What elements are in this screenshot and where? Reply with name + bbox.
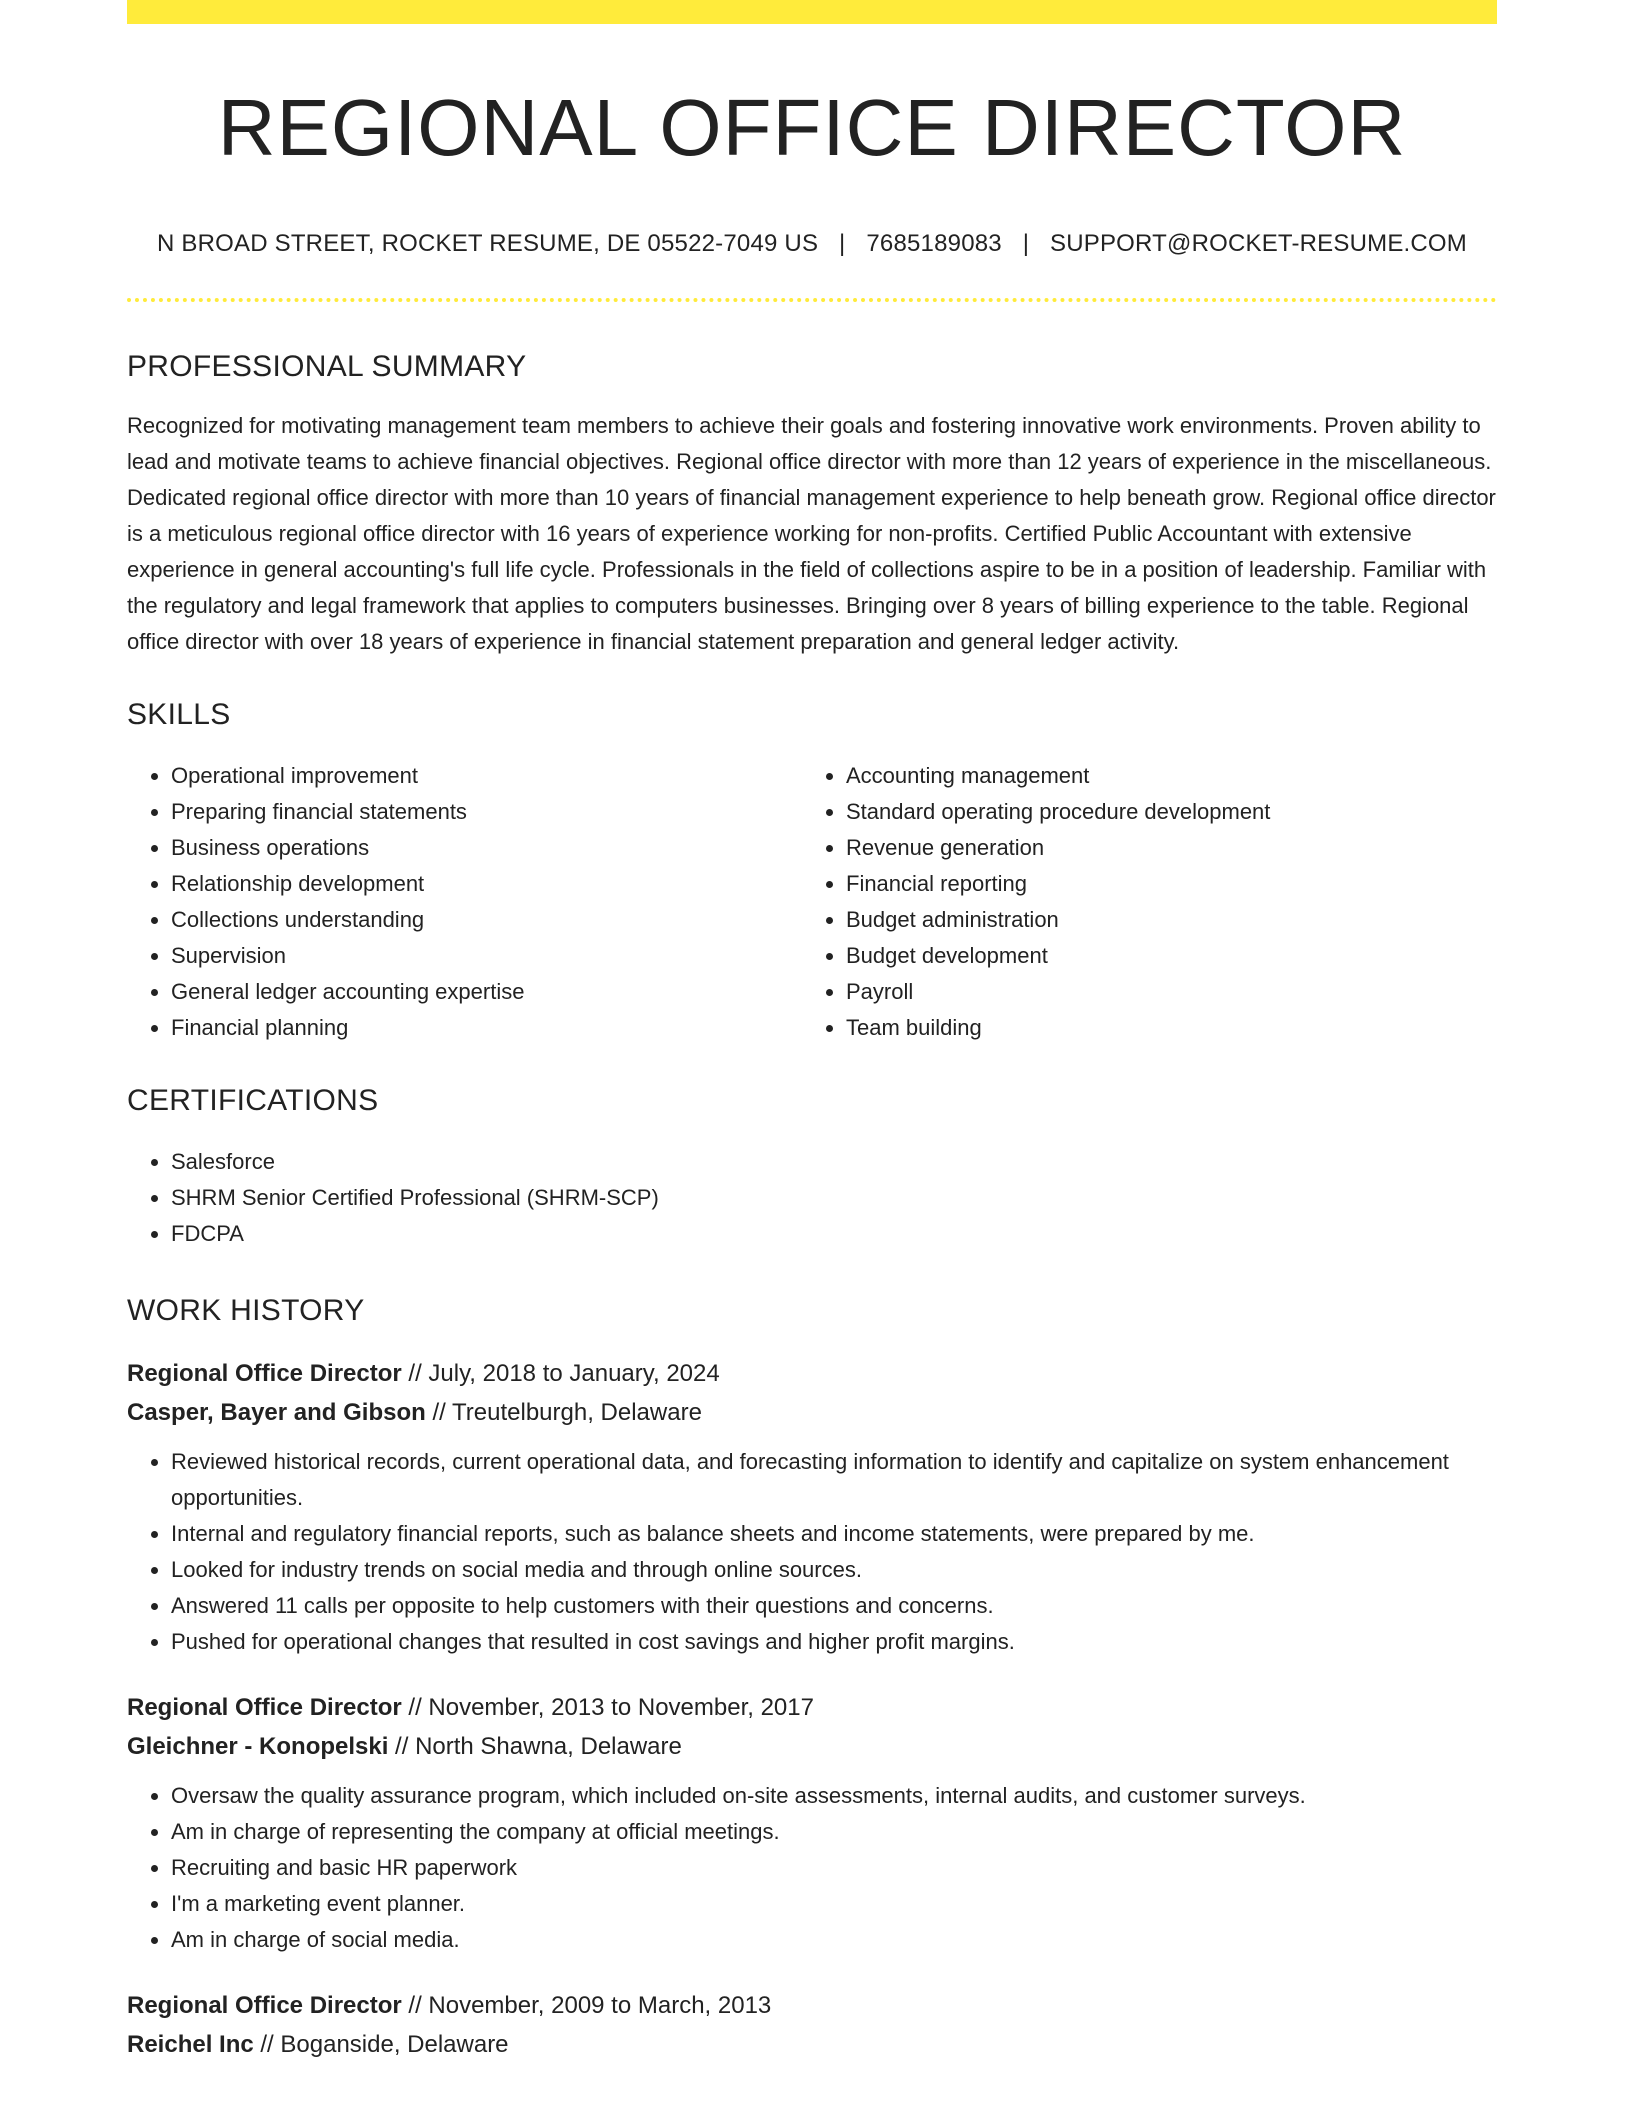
contact-line [127, 230, 1497, 258]
skill-item: • Financial reporting [846, 866, 1477, 902]
skill-item: • Operational improvement [171, 758, 802, 794]
job-bullet: • Looked for industry trends on social media and through online sources. [171, 1552, 1497, 1588]
job-title-line [127, 1688, 1497, 1727]
job-title-line [127, 1986, 1497, 2025]
job-role: Regional Office Director [127, 1360, 402, 1387]
job-bullet: • Oversaw the quality assurance program, which included on-site assessments, internal audits, and customer surveys. [171, 1778, 1497, 1814]
contact-address: N BROAD STREET, ROCKET RESUME, DE 05522-7049 US [157, 230, 819, 257]
contact-separator: | [1022, 230, 1030, 257]
skill-item: • Team building [846, 1010, 1477, 1046]
skills-heading: SKILLS [127, 698, 231, 731]
job-dates: // November, 2009 to March, 2013 [401, 1992, 772, 2019]
certification-item: • SHRM Senior Certified Professional (SHRM-SCP) [171, 1180, 1497, 1216]
skill-item: • Budget administration [846, 902, 1477, 938]
skill-item: • Preparing financial statements [171, 794, 802, 830]
skills-list-right [802, 758, 1477, 1046]
job-bullet: • Answered 11 calls per opposite to help customers with their questions and concerns. [171, 1588, 1497, 1624]
resume-page [127, 0, 1497, 2064]
job-company-line [127, 1393, 1497, 1432]
job-bullets [127, 1778, 1497, 1958]
contact-phone: 7685189083 [866, 230, 1002, 257]
accent-top-bar [127, 0, 1497, 24]
skill-item: • Payroll [846, 974, 1477, 1010]
skill-item: • Budget development [846, 938, 1477, 974]
summary-heading: PROFESSIONAL SUMMARY [127, 350, 527, 383]
certifications-list [127, 1144, 1497, 1252]
job-role: Regional Office Director [127, 1992, 402, 2019]
job-bullet: • I'm a marketing event planner. [171, 1886, 1497, 1922]
certifications-heading: CERTIFICATIONS [127, 1084, 379, 1117]
job-company: Gleichner - Konopelski [127, 1733, 389, 1760]
skill-item: • Revenue generation [846, 830, 1477, 866]
job-entry [127, 1354, 1497, 1660]
resume-title: REGIONAL OFFICE DIRECTOR [217, 83, 1407, 172]
job-bullet: • Am in charge of representing the company at official meetings. [171, 1814, 1497, 1850]
skill-item: • Standard operating procedure development [846, 794, 1477, 830]
job-bullet: • Pushed for operational changes that resulted in cost savings and higher profit margins. [171, 1624, 1497, 1660]
job-company-line [127, 1727, 1497, 1766]
certification-item: • Salesforce [171, 1144, 1497, 1180]
header-divider [127, 298, 1497, 302]
job-entry [127, 1986, 1497, 2064]
job-company-line [127, 2025, 1497, 2064]
job-location: // Treutelburgh, Delaware [425, 1399, 702, 1426]
job-location: // Boganside, Delaware [253, 2031, 509, 2058]
job-entry [127, 1688, 1497, 1958]
certification-item: • FDCPA [171, 1216, 1497, 1252]
job-bullet: • Internal and regulatory financial reports, such as balance sheets and income statements, were prepared by me. [171, 1516, 1497, 1552]
work-history-heading: WORK HISTORY [127, 1294, 365, 1327]
job-bullet: • Recruiting and basic HR paperwork [171, 1850, 1497, 1886]
contact-email: SUPPORT@ROCKET-RESUME.COM [1050, 230, 1467, 257]
skill-item: • Business operations [171, 830, 802, 866]
skill-item: • Financial planning [171, 1010, 802, 1046]
skill-item: • Accounting management [846, 758, 1477, 794]
job-title-line [127, 1354, 1497, 1393]
job-bullet: • Am in charge of social media. [171, 1922, 1497, 1958]
job-dates: // November, 2013 to November, 2017 [401, 1694, 814, 1721]
job-bullet: • Reviewed historical records, current operational data, and forecasting information to identify and capitalize on system enhancement opportunities. [171, 1444, 1497, 1516]
skills-list-left [127, 758, 802, 1046]
skill-item: • Supervision [171, 938, 802, 974]
job-role: Regional Office Director [127, 1694, 402, 1721]
job-company: Casper, Bayer and Gibson [127, 1399, 426, 1426]
job-bullets [127, 1444, 1497, 1660]
job-dates: // July, 2018 to January, 2024 [401, 1360, 720, 1387]
contact-separator: | [839, 230, 846, 257]
job-company: Reichel Inc [127, 2031, 254, 2058]
skill-item: • Collections understanding [171, 902, 802, 938]
summary-text: Recognized for motivating management team members to achieve their goals and fostering innovative work environments. Proven ability to lead and motivate teams to achieve financial objectives. Regional office director with more than 12 years of experience in the miscellaneous. Dedicated regional office director with more than 10 years of financial management experience to help beneath grow. Regional office director is a meticulous regional office director with 16 years of experience working for non-profits. Certified Public Accountant with extensive experience in general accounting's full life cycle. Professionals in the field of collections aspire to be in a position of leadership. Familiar with the regulatory and legal framework that applies to computers businesses. Bringing over 8 years of billing experience to the table. Regional office director with over 18 years of experience in financial statement preparation and general ledger activity. [127, 413, 1496, 654]
work-history-list [127, 1354, 1497, 2064]
job-location: // North Shawna, Delaware [388, 1733, 682, 1760]
skills-columns [127, 758, 1497, 1046]
skill-item: • General ledger accounting expertise [171, 974, 802, 1010]
skill-item: • Relationship development [171, 866, 802, 902]
